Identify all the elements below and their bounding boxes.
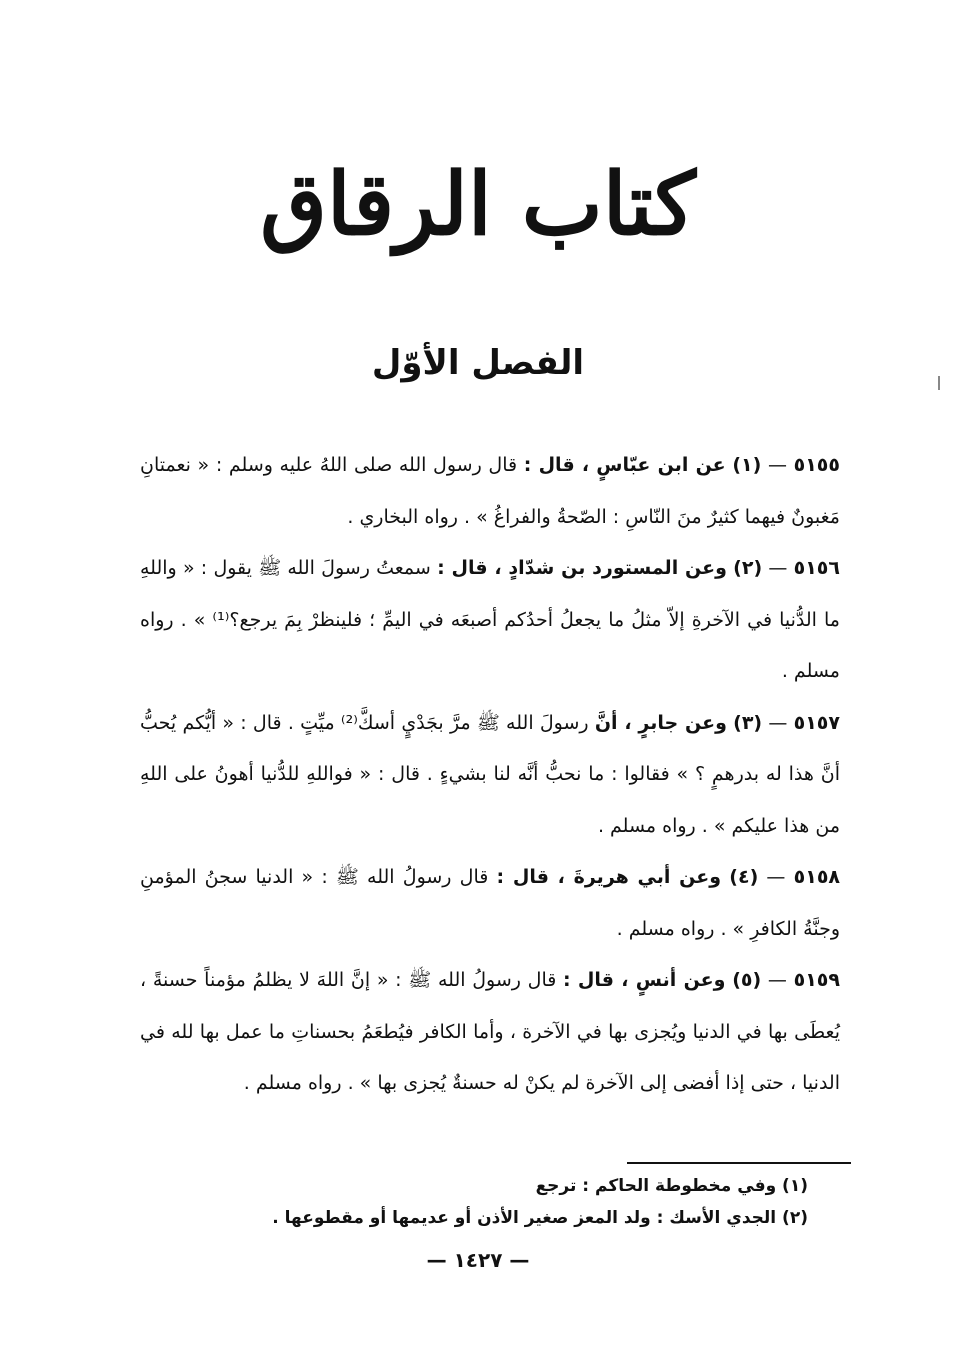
scan-edge-mark — [938, 376, 940, 390]
hadith-narrator: وعن أبي هريرةَ ، قال : — [496, 866, 722, 888]
hadith-narrator: وعن أنسٍ ، قال : — [563, 969, 726, 991]
hadith-narrator: وعن المستورد بن شدّادٍ ، قال : — [437, 557, 727, 579]
hadith-number: ٥١٥٩ — [793, 969, 840, 991]
hadith-5158 — [140, 852, 840, 955]
hadith-number: ٥١٥٨ — [793, 866, 841, 888]
hadith-number: ٥١٥٦ — [793, 557, 840, 579]
footnote-2: (٢) الجدي الأسك : ولد المعز صغير الأذن أو عديمها أو مقطوعها . — [272, 1208, 808, 1228]
footnotes — [272, 1170, 808, 1234]
footnote-divider — [627, 1162, 851, 1164]
dash: — — [761, 969, 787, 991]
hadith-index: (٢) — [733, 557, 763, 579]
hadith-index: (١) — [732, 454, 762, 476]
dash: — — [762, 557, 788, 579]
hadith-list — [140, 440, 840, 1110]
hadith-text: سمعتُ رسولَ الله ﷺ يقول : « واللهِ ما الدُّنيا في الآخرةِ إلاّ مثلُ ما يجعلُ أحدُكم أصبعَه في اليمِّ ؛ فلينظرْ بِمَ يرجع؟⁽¹⁾ » . رواه مسلم . — [140, 557, 840, 682]
footnote-1: (١) وفي مخطوطة الحاكم : ترجع — [535, 1176, 808, 1196]
dash: — — [761, 454, 787, 476]
hadith-text: قال رسولُ الله ﷺ : « إنَّ اللهَ لا يظلمُ مؤمناً حسنةً ، يُعطَى بها في الدنيا ويُجزى بها في الآخرة ، وأما الكافر فيُطعَمُ بحسناتِ ما عمل بها لله في الدنيا ، حتى إذا أفضى إلى الآخرة لم يكنْ له حسنةٌ يُجزى بها » . رواه مسلم . — [140, 969, 840, 1094]
hadith-text: قال رسول الله صلى اللهُ عليه وسلم : « نعمتانِ مَغبونٌ فيهما كثيرٌ منَ النّاسِ : الصّحةُ والفراغُ » . رواه البخاري . — [140, 454, 840, 528]
dash: — — [762, 711, 788, 734]
hadith-text: قال رسولُ الله ﷺ : « الدنيا سجنُ المؤمنِ وجنَّةُ الكافرِ » . رواه مسلم . — [140, 866, 840, 940]
hadith-narrator: وعن جابرٍ ، أنَّ — [594, 711, 727, 734]
hadith-5159 — [140, 955, 840, 1110]
hadith-5157 — [140, 698, 840, 853]
hadith-number: ٥١٥٥ — [793, 454, 840, 476]
hadith-narrator: عن ابن عبّاسٍ ، قال : — [523, 454, 726, 476]
hadith-5156 — [140, 543, 840, 698]
book-title: كتاب الرقاق — [260, 154, 696, 255]
hadith-number: ٥١٥٧ — [793, 711, 840, 734]
hadith-index: (٤) — [729, 866, 759, 888]
section-title: الفصل الأوّل — [371, 343, 585, 383]
hadith-index: (٥) — [732, 969, 762, 991]
page-number: — ١٤٢٧ — — [426, 1248, 530, 1272]
hadith-index: (٣) — [733, 711, 763, 734]
hadith-text: رسولَ الله ﷺ مرَّ بجَدْيٍ أسكَّ⁽²⁾ ميِّتٍ . قال : « أيُّكم يُحبُّ أنَّ هذا له بدرهمٍ ؟ » فقالوا : ما نحبُّ أنَّه لنا بشيءٍ . قال : « فواللهِ للدُّنيا أهونُ على اللهِ من هذا عليكم » . رواه مسلم . — [140, 711, 840, 837]
hadith-5155 — [140, 440, 840, 543]
dash: — — [758, 866, 786, 888]
